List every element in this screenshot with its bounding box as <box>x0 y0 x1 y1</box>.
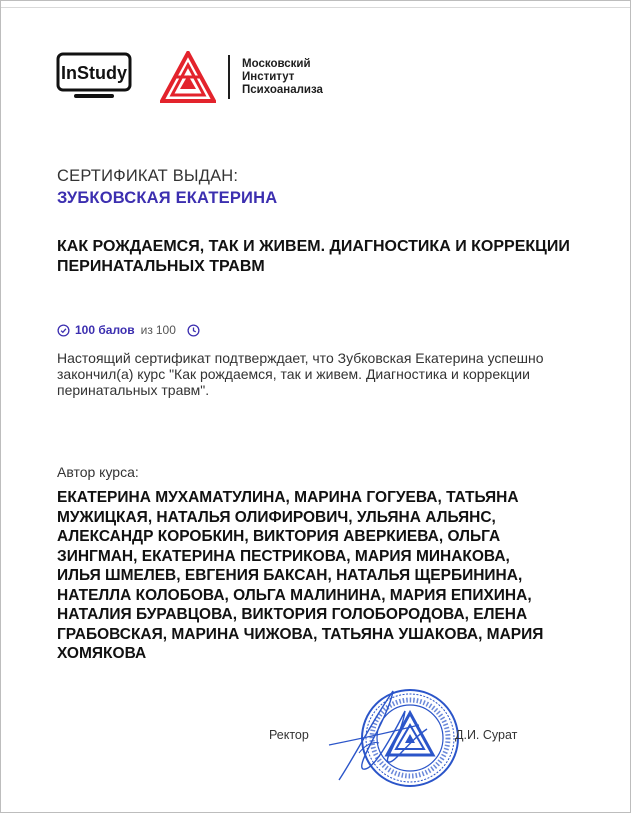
certificate-description: Настоящий сертификат подтверждает, что Зубковская Екатерина успешно закончил(а) курс "Как рождаемся, так и живем. Диагностика и коррекции перинатальных травм". <box>57 350 544 398</box>
clock-icon <box>187 324 200 337</box>
certificate-label: СЕРТИФИКАТ ВЫДАН: <box>57 167 239 185</box>
rector-signature <box>319 685 439 795</box>
institute-triangle-logo <box>160 51 216 103</box>
rector-name: Д.И. Сурат <box>455 728 518 742</box>
instudy-logo-text: InStudy <box>61 63 127 83</box>
rector-label: Ректор <box>269 728 309 742</box>
institute-name <box>242 58 323 97</box>
logo-divider <box>228 55 230 99</box>
institute-name-line3: Психоанализа <box>242 83 323 96</box>
author-label: Автор курса: <box>57 464 139 480</box>
course-title: КАК РОЖДАЕМСЯ, ТАК И ЖИВЕМ. ДИАГНОСТИКА И КОРРЕКЦИИ ПЕРИНАТАЛЬНЫХ ТРАВМ <box>57 238 570 275</box>
score-row <box>57 323 200 337</box>
recipient-name: ЗУБКОВСКАЯ ЕКАТЕРИНА <box>57 189 278 207</box>
institute-name-line1: Московский <box>242 57 311 70</box>
institute-name-line2: Институт <box>242 70 295 83</box>
logo-row <box>56 51 323 103</box>
author-list: ЕКАТЕРИНА МУХАМАТУЛИНА, МАРИНА ГОГУЕВА, ТАТЬЯНА МУЖИЦКАЯ, НАТАЛЬЯ ОЛИФИРОВИЧ, УЛЬЯНА АЛЬЯНС, АЛЕКСАНДР КОРОБКИН, ВИКТОРИЯ АВЕРКИЕВА, ОЛЬГА ЗИНГМАН, ЕКАТЕРИНА ПЕСТРИКОВА, МАРИЯ МИНАКОВА, ИЛЬЯ ШМЕЛЕВ, ЕВГЕНИЯ БАКСАН, НАТАЛЬЯ ЩЕРБИНИНА, НАТЕЛЛА КОЛОБОВА, ОЛЬГА МАЛИНИНА, МАРИЯ ЕПИХИНА, НАТАЛИЯ БУРАВЦОВА, ВИКТОРИЯ ГОЛОБОРОДОВА, ЕЛЕНА ГРАБОВСКАЯ, МАРИНА ЧИЖОВА, ТАТЬЯНА УШАКОВА, МАРИЯ ХОМЯКОВА <box>57 489 544 662</box>
score-value: 100 балов <box>75 323 135 337</box>
score-of: из <box>140 323 153 337</box>
check-circle-icon <box>57 324 70 337</box>
instudy-logo <box>56 52 132 102</box>
score-max: 100 <box>155 323 176 337</box>
top-border <box>1 1 630 8</box>
